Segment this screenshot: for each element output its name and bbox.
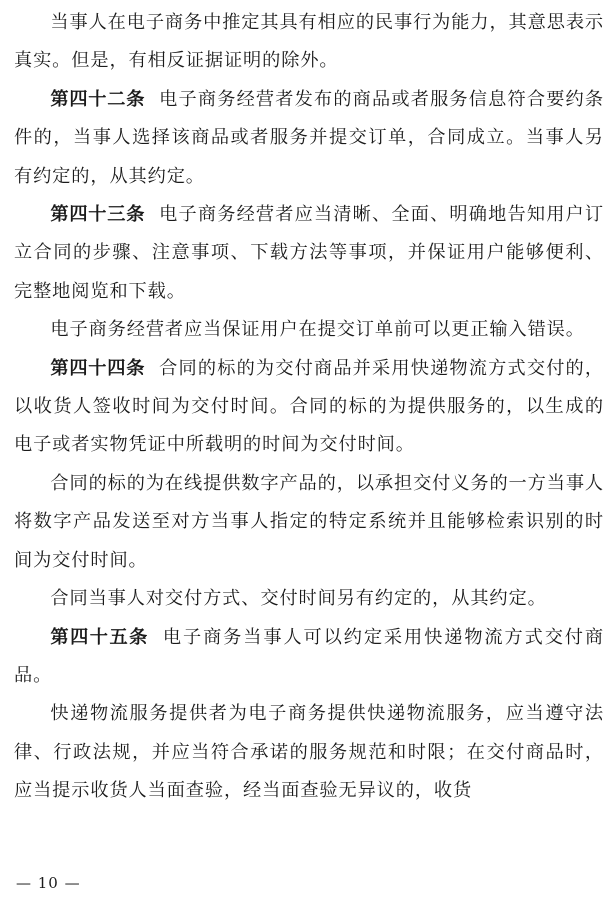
- paragraph-text: 电子商务经营者发布的商品或者服务信息符合要约条件的，当事人选择该商品或者服务并提交订单，合同成立。当事人另有约定的，从其约定。: [14, 88, 604, 187]
- article-heading: 第四十二条: [50, 88, 146, 110]
- paragraph-7: [14, 580, 604, 618]
- article-44: [14, 350, 604, 465]
- article-heading: 第四十四条: [50, 357, 146, 379]
- paragraph-1: [14, 4, 604, 81]
- article-heading: 第四十五条: [50, 626, 149, 648]
- paragraph-text: 电子商务经营者应当清晰、全面、明确地告知用户订立合同的步骤、注意事项、下载方法等事项，并保证用户能够便利、完整地阅览和下载。: [14, 204, 604, 302]
- article-45: [14, 619, 604, 696]
- page-number: — 10 —: [16, 874, 81, 892]
- paragraph-text: 合同的标的为交付商品并采用快递物流方式交付的，以收货人签收时间为交付时间。合同的标的为提供服务的，以生成的电子或者实物凭证中所载明的时间为交付时间。: [14, 357, 604, 456]
- article-42: [14, 81, 604, 196]
- article-heading: 第四十三条: [50, 204, 146, 226]
- paragraph-text: 合同当事人对交付方式、交付时间另有约定的，从其约定。: [50, 588, 547, 610]
- paragraph-text: 电子商务当事人可以约定采用快递物流方式交付商品。: [14, 626, 604, 686]
- paragraph-text: 当事人在电子商务中推定其具有相应的民事行为能力，其意思表示真实。但是，有相反证据证明的除外。: [14, 12, 604, 72]
- paragraph-4: [14, 311, 604, 349]
- paragraph-text: 合同的标的为在线提供数字产品的，以承担交付义务的一方当事人将数字产品发送至对方当事人指定的特定系统并且能够检索识别的时间为交付时间。: [14, 472, 604, 571]
- paragraph-text: 电子商务经营者应当保证用户在提交订单前可以更正输入错误。: [50, 319, 585, 341]
- paragraph-text: 快递物流服务提供者为电子商务提供快递物流服务，应当遵守法律、行政法规，并应当符合承诺的服务规范和时限；在交付商品时，应当提示收货人当面查验，经当面查验无异议的，收货: [14, 703, 604, 802]
- paragraph-9: [14, 695, 604, 810]
- article-43: [14, 196, 604, 311]
- paragraph-6: [14, 465, 604, 580]
- document-page: [14, 4, 604, 811]
